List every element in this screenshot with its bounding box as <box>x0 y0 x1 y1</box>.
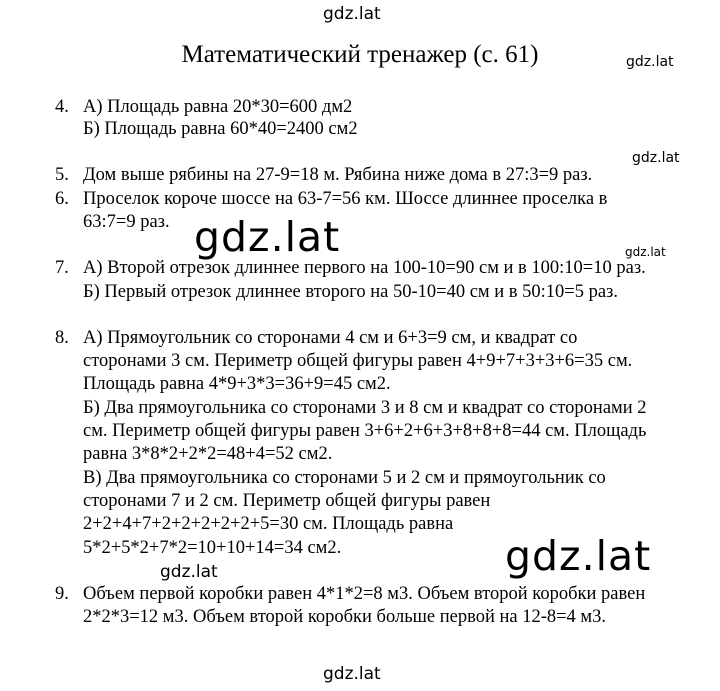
item-line: равна 3*8*2+2*2=48+4=52 см2. <box>83 444 333 464</box>
item-line: 2*2*3=12 м3. Объем второй коробки больше первой на 12-8=4 м3. <box>83 607 607 627</box>
watermark-tiny: gdz.lat <box>625 245 666 259</box>
item-line: А) Площадь равна 20*30=600 дм2 <box>83 97 353 117</box>
item-line: Площадь равна 4*9+3*3=36+9=45 см2. <box>83 374 391 394</box>
item-line: В) Два прямоугольника со сторонами 5 и 2 см и прямоугольник со <box>83 468 606 488</box>
item-number: 6. <box>55 189 69 209</box>
item-line: сторонами 3 см. Периметр общей фигуры равен 4+9+7+3+3+6=35 см. <box>83 351 633 371</box>
item-line: 2+2+4+7+2+2+2+2+2+5=30 см. Площадь равна <box>83 514 454 534</box>
item-number: 7. <box>55 258 69 278</box>
watermark-top: gdz.lat <box>323 4 381 24</box>
item-number: 5. <box>55 165 69 185</box>
item-line: см. Периметр общей фигуры равен 3+6+2+6+3+8+8+8=44 см. Площадь <box>83 421 647 441</box>
watermark-right-1: gdz.lat <box>626 54 674 70</box>
item-line: сторонами 7 и 2 см. Периметр общей фигуры равен <box>83 491 491 511</box>
item-line: Б) Первый отрезок длиннее второго на 50-10=40 см и в 50:10=5 раз. <box>83 282 618 302</box>
item-number: 4. <box>55 97 69 117</box>
item-line: Б) Два прямоугольника со сторонами 3 и 8 см и квадрат со сторонами 2 <box>83 398 647 418</box>
watermark-large-2: gdz.lat <box>505 532 652 580</box>
item-line: 5*2+5*2+7*2=10+10+14=34 см2. <box>83 538 342 558</box>
watermark-right-2: gdz.lat <box>632 150 680 166</box>
item-line: Проселок короче шоссе на 63-7=56 км. Шоссе длиннее проселка в <box>83 189 608 209</box>
item-line: А) Прямоугольник со сторонами 4 см и 6+3=9 см, и квадрат со <box>83 328 578 348</box>
item-number: 9. <box>55 584 69 604</box>
item-line: 63:7=9 раз. <box>83 212 170 232</box>
item-number: 8. <box>55 328 69 348</box>
item-line: Дом выше рябины на 27-9=18 м. Рябина ниже дома в 27:3=9 раз. <box>83 165 593 185</box>
item-line: Объем первой коробки равен 4*1*2=8 м3. Объем второй коробки равен <box>83 584 646 604</box>
watermark-bottom: gdz.lat <box>323 664 381 684</box>
watermark-left: gdz.lat <box>160 562 218 582</box>
watermark-large-1: gdz.lat <box>194 213 341 261</box>
page-title: Математический тренажер (с. 61) <box>181 41 539 68</box>
item-line: Б) Площадь равна 60*40=2400 см2 <box>83 119 358 139</box>
item-line: А) Второй отрезок длиннее первого на 100-10=90 см и в 100:10=10 раз. <box>83 258 646 278</box>
